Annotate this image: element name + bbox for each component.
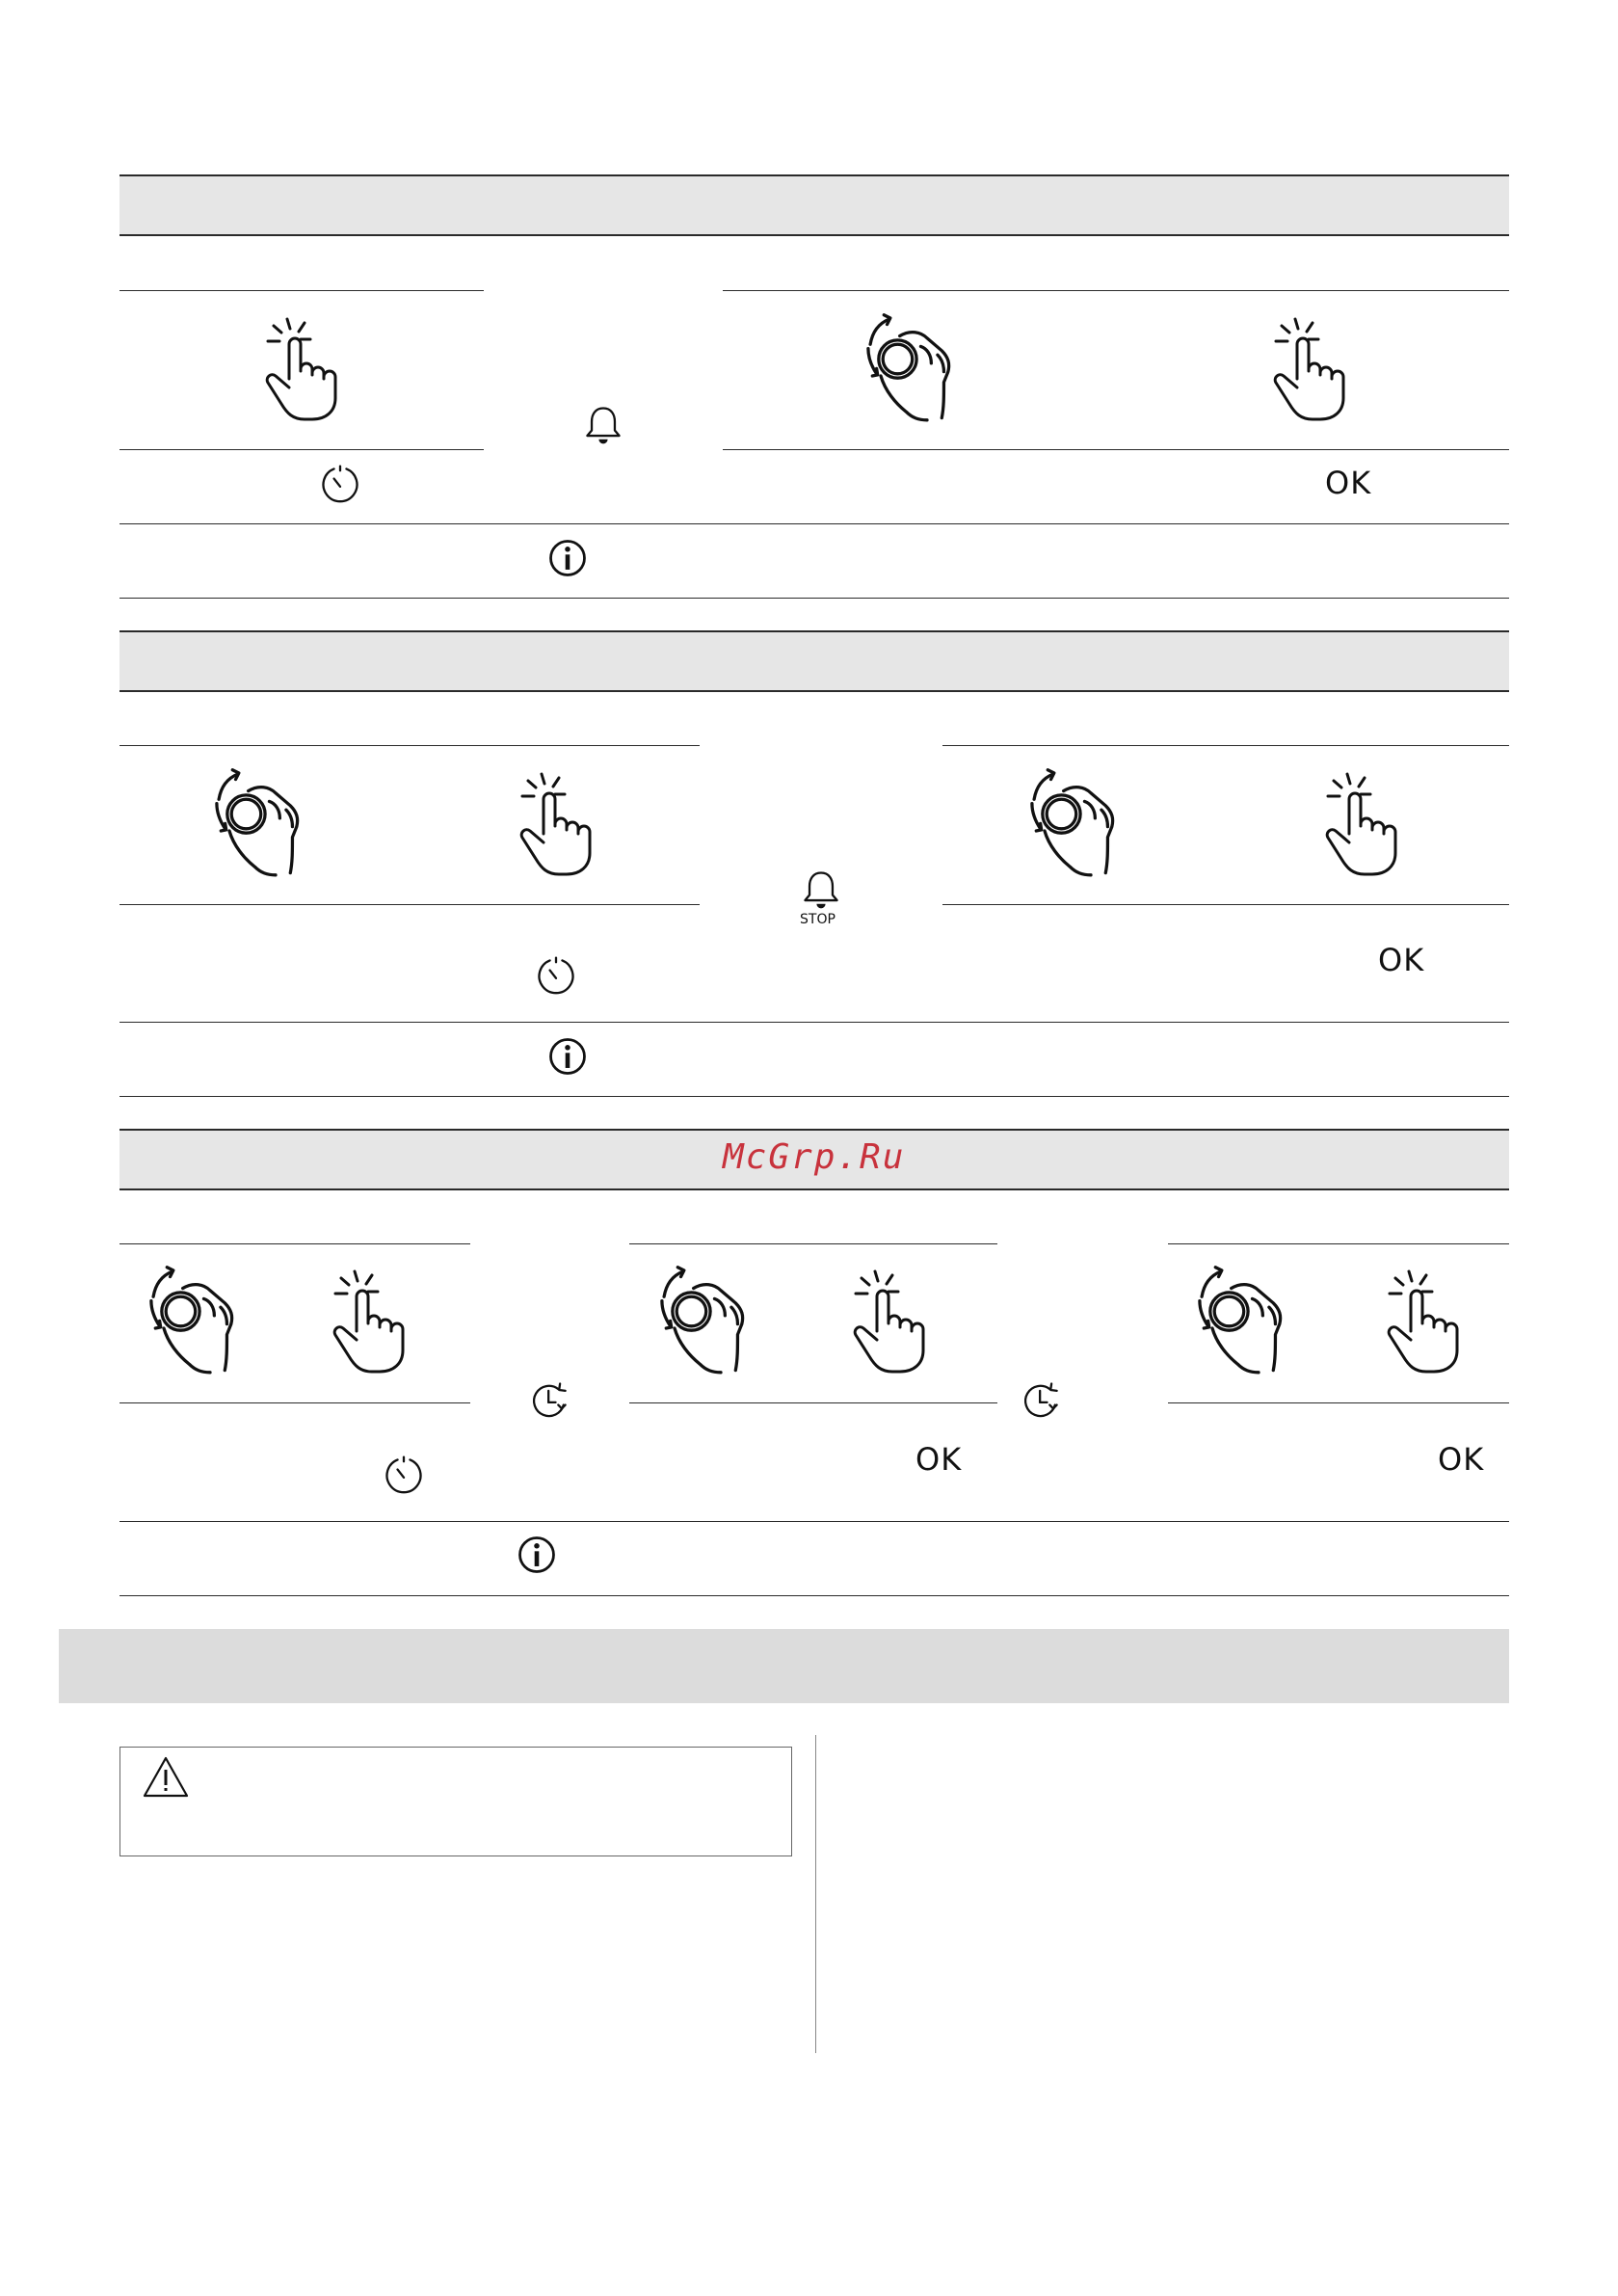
section-1-top-rule (119, 174, 1509, 176)
timer-icon (318, 463, 362, 507)
section-3-bottom-rule (119, 1595, 1509, 1596)
finger-press-icon (1382, 1263, 1459, 1378)
section-1-header-band (119, 175, 1509, 235)
finger-press-icon (1320, 765, 1397, 881)
bell-icon (581, 403, 625, 447)
section-3-top-rule (119, 1129, 1509, 1131)
knob-turn-icon (141, 1259, 256, 1375)
knob-turn-icon (206, 761, 322, 877)
watermark: McGrp.Ru (723, 1137, 906, 1177)
stop-label: STOP (800, 912, 836, 927)
section-3-step-1-top-rule (119, 1243, 470, 1244)
section-2-step-1-top-rule (119, 745, 700, 746)
knob-turn-icon (651, 1259, 767, 1375)
ok-label: OK (1325, 465, 1372, 501)
section-1-info-top-rule (119, 523, 1509, 524)
section-1-step-2-top-rule (723, 290, 1509, 291)
knob-turn-icon (1189, 1259, 1305, 1375)
section-3-header-bottom-rule (119, 1188, 1509, 1190)
section-3-step-3-bottom-rule (1168, 1402, 1509, 1403)
info-icon (545, 536, 590, 580)
finger-press-icon (1268, 310, 1345, 426)
clock-forward-icon (528, 1378, 572, 1423)
section-2-header-band (119, 631, 1509, 691)
section-1-step-1-bottom-rule (119, 449, 484, 450)
section-2-top-rule (119, 630, 1509, 632)
section-2-step-1-bottom-rule (119, 904, 700, 905)
ok-label: OK (915, 1441, 963, 1478)
info-icon (545, 1034, 590, 1079)
section-2-bottom-rule (119, 1096, 1509, 1097)
section-2-step-2-bottom-rule (942, 904, 1509, 905)
section-1-header-bottom-rule (119, 234, 1509, 236)
ok-label: OK (1378, 942, 1425, 978)
timer-icon (534, 954, 578, 999)
finger-press-icon (260, 310, 337, 426)
section-3-step-3-top-rule (1168, 1243, 1509, 1244)
section-1-bottom-rule (119, 598, 1509, 599)
section-3-step-2-top-rule (629, 1243, 997, 1244)
finger-press-icon (328, 1263, 405, 1378)
warning-box (119, 1747, 792, 1856)
section-1-step-2-bottom-rule (723, 449, 1509, 450)
section-3-step-1-bottom-rule (119, 1402, 470, 1403)
section-3-step-2-bottom-rule (629, 1402, 997, 1403)
section-1-step-1-top-rule (119, 290, 484, 291)
bell-stop-icon (799, 868, 843, 912)
finger-press-icon (848, 1263, 925, 1378)
knob-turn-icon (858, 307, 973, 422)
ok-label: OK (1438, 1441, 1485, 1478)
warning-triangle-icon (142, 1755, 190, 1800)
section-2-header-bottom-rule (119, 690, 1509, 692)
section-2-step-2-top-rule (942, 745, 1509, 746)
section-2-info-top-rule (119, 1022, 1509, 1023)
clock-forward-icon (1020, 1378, 1064, 1423)
knob-turn-icon (1021, 761, 1137, 877)
section-4-header-band (59, 1629, 1509, 1703)
timer-icon (382, 1454, 426, 1498)
finger-press-icon (515, 765, 592, 881)
info-icon (515, 1533, 559, 1577)
section-3-info-top-rule (119, 1521, 1509, 1522)
column-divider (815, 1735, 816, 2053)
